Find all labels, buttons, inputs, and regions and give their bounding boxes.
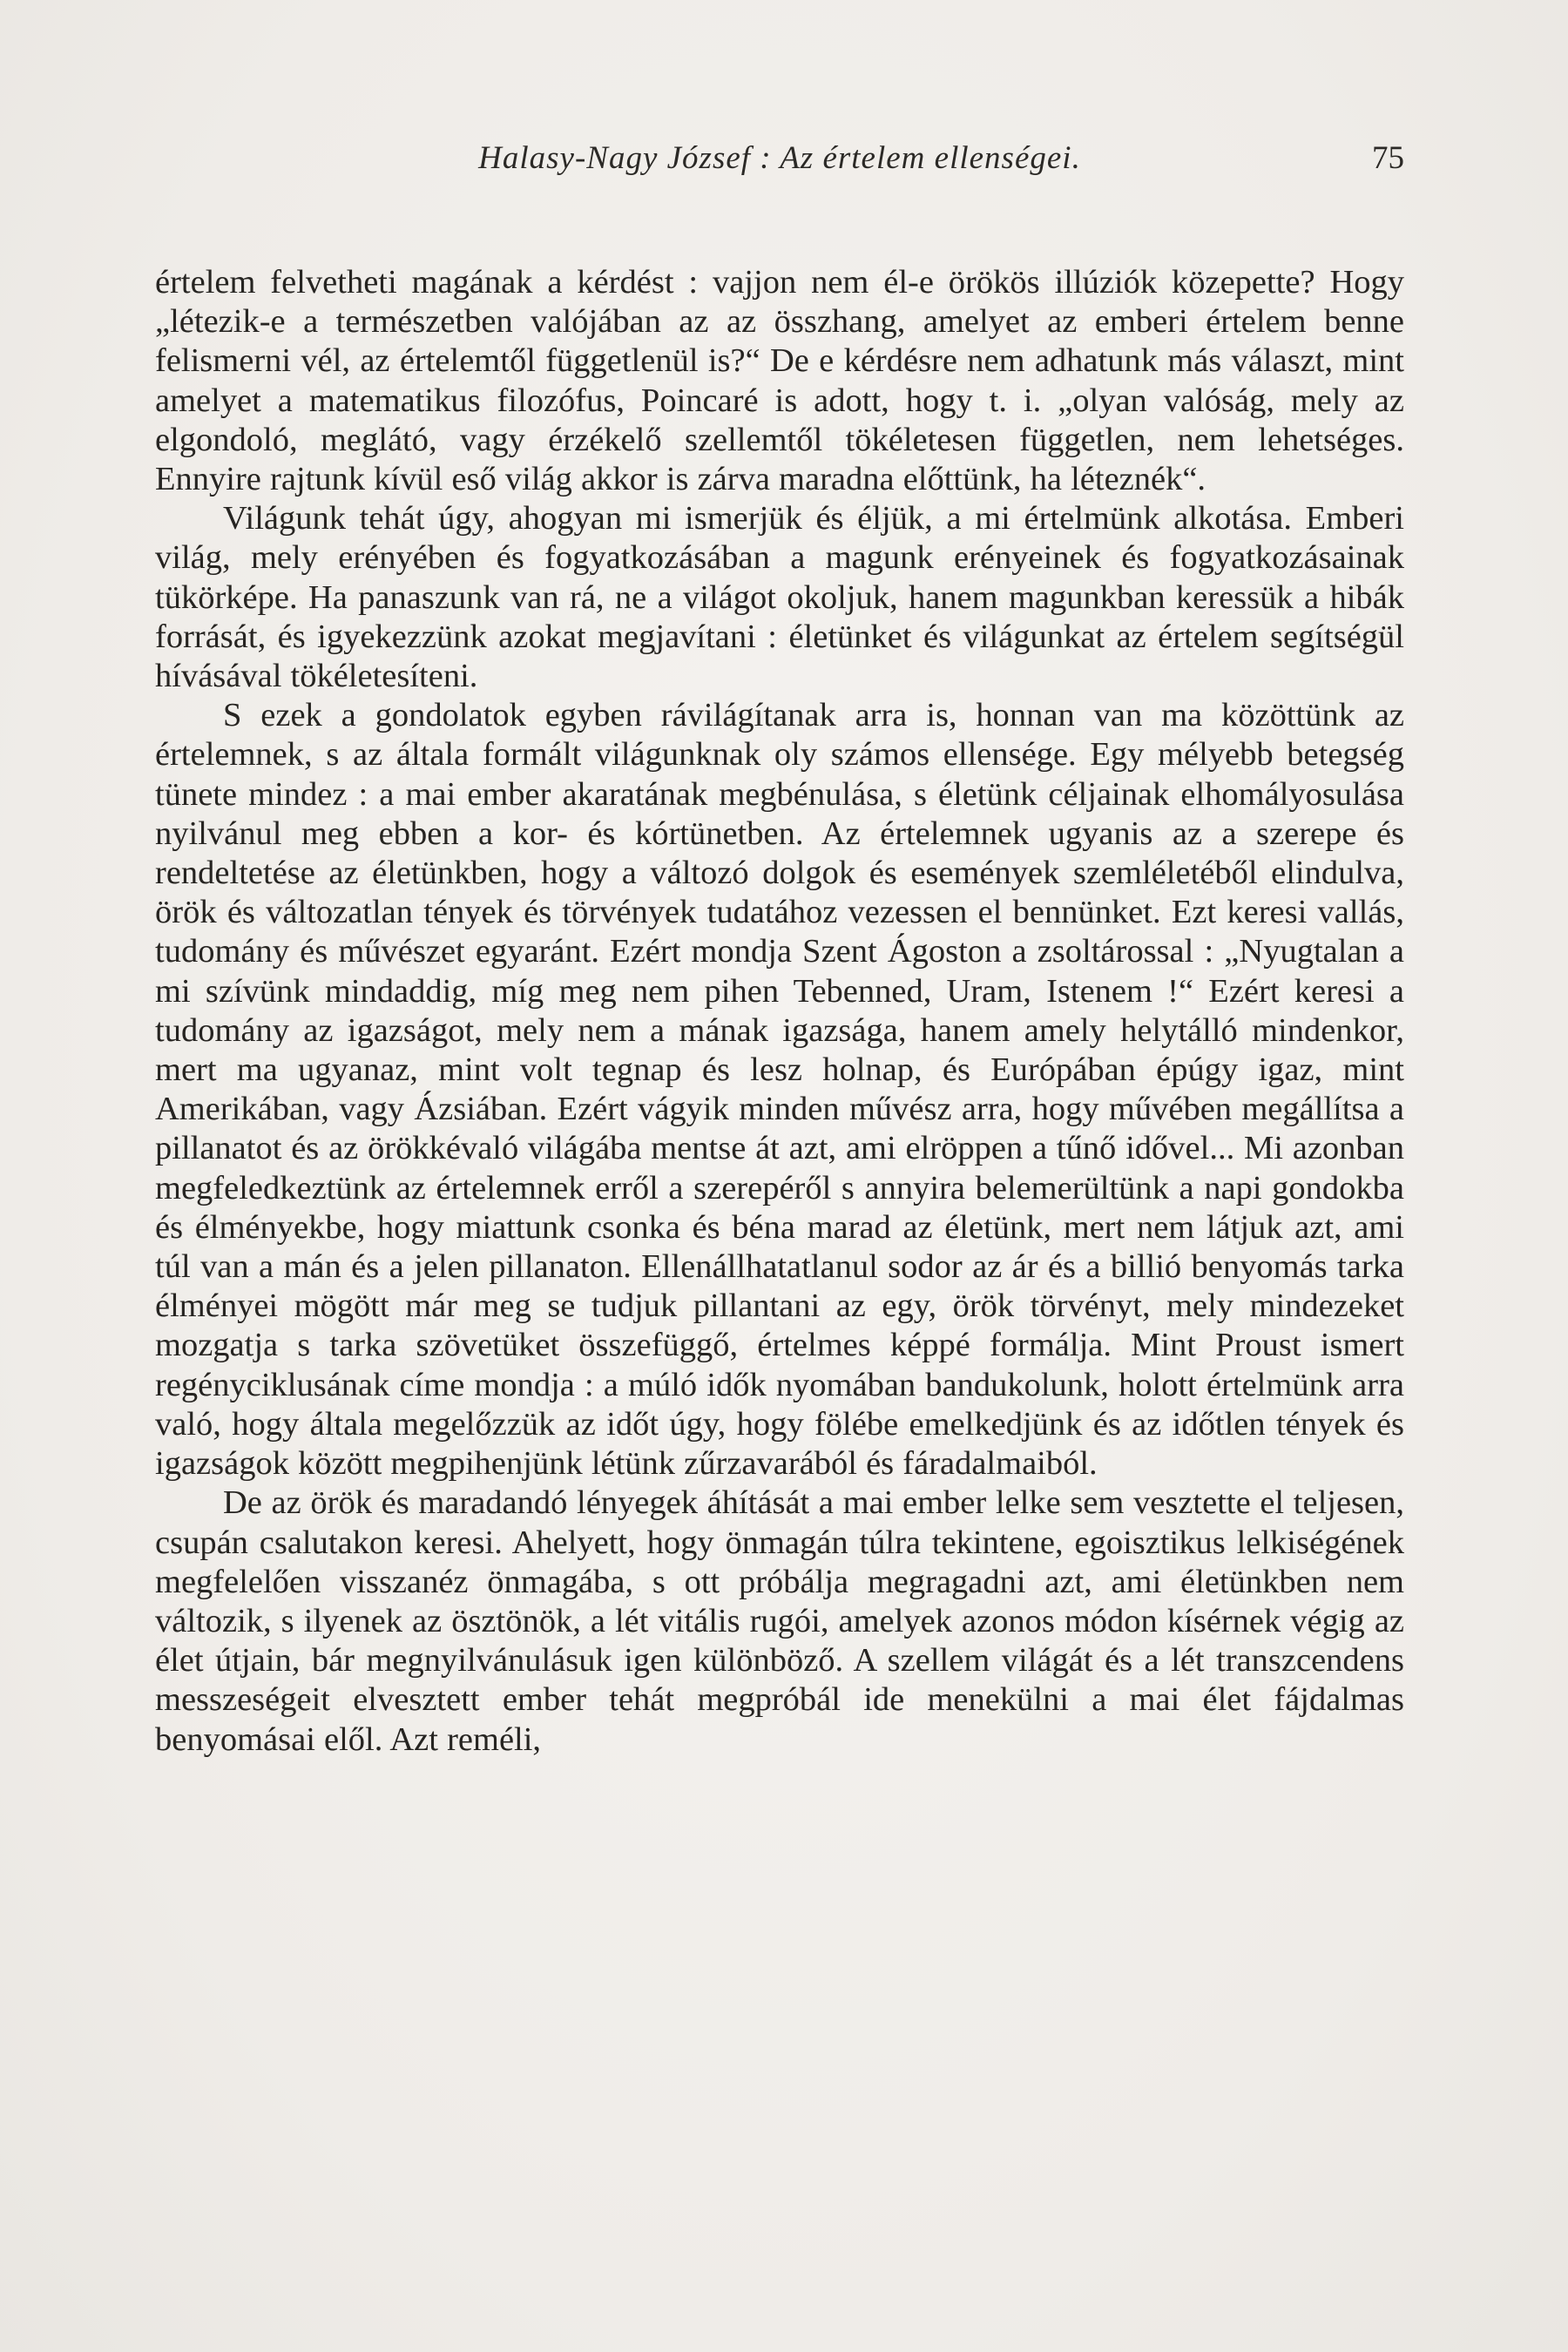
paragraph: S ezek a gondolatok egyben rávilágítanak arra is, honnan van ma közöttünk az értelemnek, s az általa formált világunknak oly számos ellensége. Egy mélyebb betegség tünete mindez : a mai ember akaratának megbénulása, s életünk céljainak elhomályosulása nyilvánul meg ebben a kor- és kórtünetben. Az értelemnek ugyanis az a szerepe és rendeltetése az életünkben, hogy a változó dolgok és események szemléletéből elindulva, örök és változatlan tények és törvények tudatához vezessen el bennünket. Ezt keresi vallás, tudomány és művészet egyaránt. Ezért mondja Szent Ágoston a zsoltárossal : „Nyugtalan a mi szívünk mindaddig, míg meg nem pihen Tebenned, Uram, Istenem !“ Ezért keresi a tudomány az igazságot, mely nem a mának igazsága, hanem amely helytálló mindenkor, mert ma ugyanaz, mint volt tegnap és lesz holnap, és Európában épúgy igaz, mint Amerikában, vagy Ázsiában. Ezért vágyik minden művész arra, hogy művében megállítsa a pillanatot és az örökkévaló világába mentse át azt, ami elröppen a tűnő idővel... Mi azonban megfeledkeztünk az értelemnek erről a szerepéről s annyira belemerültünk a napi gondokba és élményekbe, hogy miattunk csonka és béna marad az életünk, mert nem látjuk azt, ami túl van a mán és a jelen pillanaton. Ellenállhatatlanul sodor az ár és a billió benyomás tarka élményei mögött már meg se tudjuk pillantani az egy, örök törvényt, mely mindezeket mozgatja s tarka szövetüket összefüggő, értelmes képpé formálja. Mint Proust ismert regényciklusának címe mondja : a múló idők nyomában bandukolunk, holott értelmünk arra való, hogy általa megelőzzük az időt úgy, hogy fölébe emelkedjünk és az időtlen tények és igazságok között megpihenjünk létünk zűrzavarából és fáradalmaiból. bbox=[155, 697, 1404, 1483]
body-text bbox=[155, 263, 1404, 1760]
paragraph: De az örök és maradandó lényegek áhítását a mai ember lelke sem vesztette el teljesen, csupán csalutakon keresi. Ahelyett, hogy önmagán túlra tekintene, egoisztikus lelkiségének megfelelően visszanéz önmagába, s ott próbálja megragadni azt, ami életünkben nem változik, s ilyenek az ösztönök, a lét vitális rugói, amelyek azonos módon kísérnek végig az élet útjain, bár megnyilvánulásuk igen különböző. A szellem világát és a lét transzcendens messzeségeit elvesztett ember tehát megpróbál ide menekülni a mai élet fájdalmas benyomásai elől. Azt reméli, bbox=[155, 1484, 1404, 1758]
paragraph: értelem felvetheti magának a kérdést : vajjon nem él-e örökös illúziók közepette? Hogy „létezik-e a természetben valójában az az összhang, amelyet az emberi értelem benne felismerni vél, az értelemtől függetlenül is?“ De e kérdésre nem adhatunk más választ, mint amelyet a matematikus filozófus, Poincaré is adott, hogy t. i. „olyan valóság, mely az elgondoló, meglátó, vagy érzékelő szellemtől tökéletesen független, nem lehetséges. Ennyire rajtunk kívül eső világ akkor is zárva maradna előttünk, ha léteznék“. bbox=[155, 264, 1404, 498]
page-number: 75 bbox=[1372, 140, 1404, 176]
running-title: Halasy-Nagy József : Az értelem ellenségei. bbox=[478, 140, 1081, 176]
paragraph: Világunk tehát úgy, ahogyan mi ismerjük és éljük, a mi értelmünk alkotása. Emberi világ, mely erényében és fogyatkozásában a magunk erényeinek és fogyatkozásainak tükörképe. Ha panaszunk van rá, ne a világot okoljuk, hanem magunkban keressük a hibák forrását, és igyekezzünk azokat megjavítani : életünket és világunkat az értelem segítségül hívásával tökéletesíteni. bbox=[155, 500, 1404, 695]
running-header bbox=[155, 139, 1404, 188]
